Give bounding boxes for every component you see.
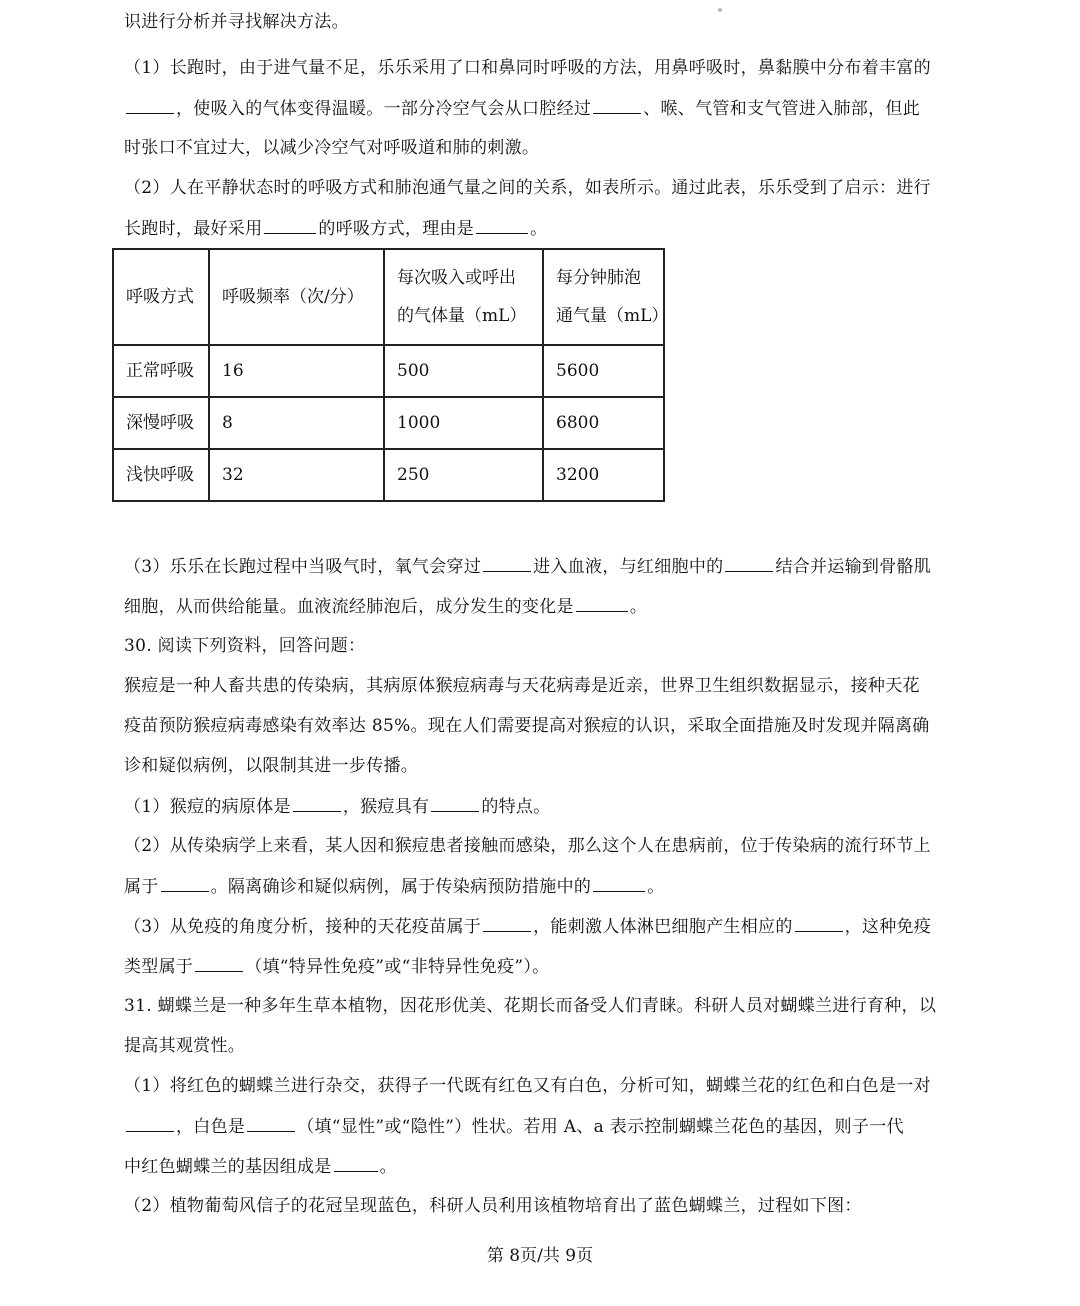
text: 、喉、气管和支气管进入肺部，但此 xyxy=(643,99,921,119)
q29-3-line2 xyxy=(124,594,956,619)
text: （填“特异性免疫”或“非特异性免疫”）。 xyxy=(245,957,550,977)
q30-3-line2 xyxy=(124,954,956,979)
table-cell: 3200 xyxy=(543,449,664,501)
text: 。 xyxy=(629,597,648,617)
table-cell: 正常呼吸 xyxy=(113,345,209,397)
table-row xyxy=(113,397,664,449)
text: ，使吸入的气体变得温暖。一部分冷空气会从口腔经过 xyxy=(176,99,592,119)
answer-blank[interactable] xyxy=(593,874,645,892)
answer-blank[interactable] xyxy=(247,1114,295,1132)
table-header-cell: 呼吸频率（次/分） xyxy=(209,249,384,345)
q30-1-line xyxy=(124,794,956,819)
q30-material-line1: 猴痘是一种人畜共患的传染病，其病原体猴痘病毒与天花病毒是近亲，世界卫生组织数据显示，接种天花 xyxy=(124,676,920,696)
answer-blank[interactable] xyxy=(431,794,479,812)
text: 。 xyxy=(379,1157,397,1177)
q30-2-line1: （2）从传染病学上来看，某人因和猴痘患者接触而感染，那么这个人在患病前，位于传染病的流行环节上 xyxy=(124,836,931,856)
answer-blank[interactable] xyxy=(264,216,316,234)
table-cell: 5600 xyxy=(543,345,664,397)
q29-1-line2 xyxy=(124,96,956,121)
answer-blank[interactable] xyxy=(161,874,209,892)
text: （3）从免疫的角度分析，接种的天花疫苗属于 xyxy=(124,917,482,937)
q29-1-line1: （1）长跑时，由于进气量不足，乐乐采用了口和鼻同时呼吸的方法，用鼻呼吸时，鼻黏膜中分布着丰富的 xyxy=(124,58,931,78)
table-cell: 深慢呼吸 xyxy=(113,397,209,449)
q30-3-line1 xyxy=(124,914,956,939)
table-header-cell xyxy=(543,249,669,345)
question-30-title: 30. 阅读下列资料，回答问题： xyxy=(124,636,366,656)
answer-blank[interactable] xyxy=(483,914,531,932)
answer-blank[interactable] xyxy=(126,96,174,114)
page-number: 第 8页/共 9页 xyxy=(486,1246,594,1266)
q29-3-line1 xyxy=(124,554,956,579)
table-cell: 16 xyxy=(209,345,384,397)
q29-2-line1: （2）人在平静状态时的呼吸方式和肺泡通气量之间的关系，如表所示。通过此表，乐乐受到了启示：进行 xyxy=(124,178,931,198)
answer-blank[interactable] xyxy=(576,594,628,612)
q31-1-line2 xyxy=(124,1114,956,1139)
text: （填“显性”或“隐性”）性状。若用 A、a 表示控制蝴蝶兰花色的基因，则子一代 xyxy=(297,1117,904,1137)
q31-1-line3 xyxy=(124,1154,956,1179)
answer-blank[interactable] xyxy=(293,794,341,812)
text: 进入血液，与红细胞中的 xyxy=(533,557,724,577)
table-cell: 6800 xyxy=(543,397,664,449)
table-cell: 浅快呼吸 xyxy=(113,449,209,501)
q30-2-line2 xyxy=(124,874,956,899)
table-cell: 32 xyxy=(209,449,384,501)
text: 中红色蝴蝶兰的基因组成是 xyxy=(124,1157,332,1177)
table-cell: 250 xyxy=(384,449,543,501)
q29-1-line3: 时张口不宜过大，以减少冷空气对呼吸道和肺的刺激。 xyxy=(124,138,540,158)
header-line: 通气量（mL） xyxy=(556,306,669,326)
table-header-row xyxy=(113,249,664,345)
answer-blank[interactable] xyxy=(476,216,528,234)
text: 。 xyxy=(530,219,548,239)
text-line: 识进行分析并寻找解决方法。 xyxy=(124,12,349,32)
text: 细胞，从而供给能量。血液流经肺泡后，成分发生的变化是 xyxy=(124,597,574,617)
text: （1）猴痘的病原体是 xyxy=(124,797,291,817)
text: 类型属于 xyxy=(124,957,194,977)
header-line: 的气体量（mL） xyxy=(397,306,527,326)
table-cell: 500 xyxy=(384,345,543,397)
answer-blank[interactable] xyxy=(195,954,243,972)
question-31-line1: 31. 蝴蝶兰是一种多年生草本植物，因花形优美、花期长而备受人们青睐。科研人员对蝴蝶兰进行育种，以 xyxy=(124,996,937,1016)
answer-blank[interactable] xyxy=(334,1154,378,1172)
text: ，这种免疫 xyxy=(844,917,932,937)
q29-2-line2 xyxy=(124,216,956,241)
q30-material-line2: 疫苗预防猴痘病毒感染有效率达 85%。现在人们需要提高对猴痘的认识，采取全面措施及时发现并隔离确 xyxy=(124,716,930,736)
text: 属于 xyxy=(124,877,159,897)
q30-material-line3: 诊和疑似病例，以限制其进一步传播。 xyxy=(124,756,419,776)
table-row xyxy=(113,449,664,501)
text: 。 xyxy=(647,877,665,897)
answer-blank[interactable] xyxy=(593,96,641,114)
q31-1-line1: （1）将红色的蝴蝶兰进行杂交，获得子一代既有红色又有白色，分析可知，蝴蝶兰花的红色和白色是一对 xyxy=(124,1076,931,1096)
text: 长跑时，最好采用 xyxy=(124,219,263,239)
question-31-line2: 提高其观赏性。 xyxy=(124,1036,246,1056)
text: 结合并运输到骨骼肌 xyxy=(775,557,932,577)
q31-2-line: （2）植物葡萄风信子的花冠呈现蓝色，科研人员利用该植物培育出了蓝色蝴蝶兰，过程如下图： xyxy=(124,1196,862,1216)
answer-blank[interactable] xyxy=(725,554,773,572)
table-cell: 8 xyxy=(209,397,384,449)
table-row xyxy=(113,345,664,397)
text: 的特点。 xyxy=(481,797,551,817)
table-header-cell: 呼吸方式 xyxy=(113,249,209,345)
text: （3）乐乐在长跑过程中当吸气时，氧气会穿过 xyxy=(124,557,482,577)
text: 。隔离确诊和疑似病例，属于传染病预防措施中的 xyxy=(210,877,592,897)
text: 的呼吸方式，理由是 xyxy=(318,219,475,239)
answer-blank[interactable] xyxy=(126,1114,174,1132)
header-line: 每分钟肺泡 xyxy=(556,268,641,288)
breathing-table xyxy=(112,248,669,502)
text: ，能刺激人体淋巴细胞产生相应的 xyxy=(533,917,793,937)
table-cell: 1000 xyxy=(384,397,543,449)
table-header-cell xyxy=(384,249,543,345)
answer-blank[interactable] xyxy=(795,914,843,932)
text: ，猴痘具有 xyxy=(342,797,430,817)
header-line: 每次吸入或呼出 xyxy=(397,268,516,288)
answer-blank[interactable] xyxy=(483,554,531,572)
text: ，白色是 xyxy=(176,1117,246,1137)
